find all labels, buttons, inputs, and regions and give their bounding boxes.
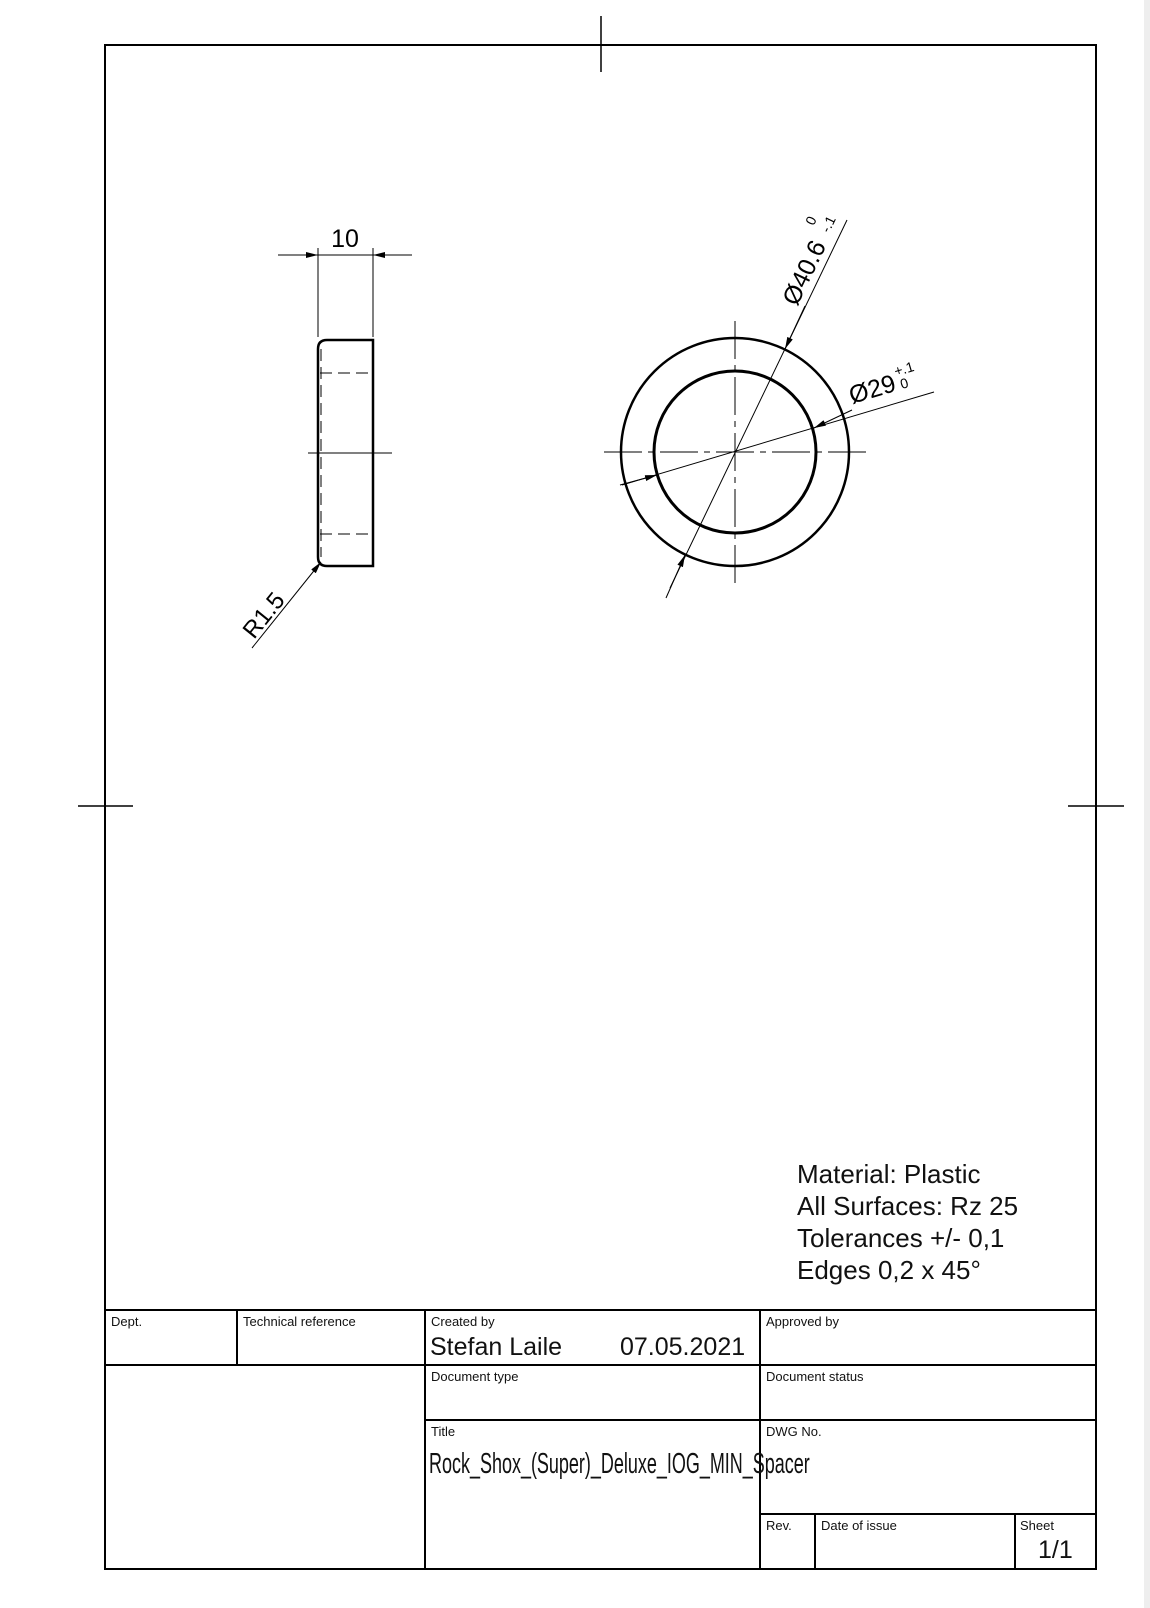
radius-dimension-label: R1.5 — [237, 587, 291, 644]
title-block-grid — [105, 1310, 1096, 1569]
outer-diameter-arrow-bottom — [666, 555, 685, 598]
front-view — [604, 206, 934, 598]
sheet-border — [105, 45, 1096, 1569]
inner-tol-upper: +.1 — [892, 358, 916, 380]
tech-ref-label: Technical reference — [243, 1314, 356, 1329]
dwg-no-label: DWG No. — [766, 1424, 822, 1439]
note-edges: Edges 0,2 x 45° — [797, 1255, 981, 1285]
side-view — [238, 225, 412, 648]
scrollbar[interactable] — [1144, 0, 1150, 1608]
inner-diameter-label — [844, 357, 925, 410]
date-of-issue-label: Date of issue — [821, 1518, 897, 1533]
drawing-title: Rock_Shox_(Super)_Deluxe_IOG_MIN_Spacer — [429, 1448, 810, 1480]
note-surfaces: All Surfaces: Rz 25 — [797, 1191, 1019, 1221]
sheet-value: 1/1 — [1038, 1536, 1073, 1564]
note-material: Material: Plastic — [797, 1159, 981, 1189]
created-date-value: 07.05.2021 — [620, 1333, 746, 1361]
title-label: Title — [431, 1424, 456, 1439]
inner-tol-lower: 0 — [898, 374, 911, 393]
inner-diameter-value: Ø29 — [845, 369, 900, 410]
outer-tol-lower: -.1 — [817, 213, 839, 235]
width-dimension-label: 10 — [331, 225, 359, 253]
created-by-value: Stefan Laile — [430, 1333, 563, 1361]
sheet-label: Sheet — [1020, 1518, 1054, 1533]
doc-status-label: Document status — [766, 1369, 864, 1384]
drawing-notes — [797, 1158, 1018, 1286]
outer-diameter-label — [767, 206, 844, 310]
dept-label: Dept. — [111, 1314, 143, 1329]
rev-label: Rev. — [766, 1518, 792, 1533]
outer-diameter-dim-line — [670, 220, 847, 588]
approved-by-label: Approved by — [766, 1314, 839, 1329]
outer-diameter-arrow-top — [785, 306, 805, 349]
outer-diameter-value: Ø40.6 — [777, 236, 832, 310]
note-tolerances: Tolerances +/- 0,1 — [797, 1223, 1005, 1253]
doc-type-label: Document type — [431, 1369, 519, 1384]
outer-tol-upper: 0 — [801, 213, 820, 228]
created-by-label: Created by — [431, 1314, 495, 1329]
